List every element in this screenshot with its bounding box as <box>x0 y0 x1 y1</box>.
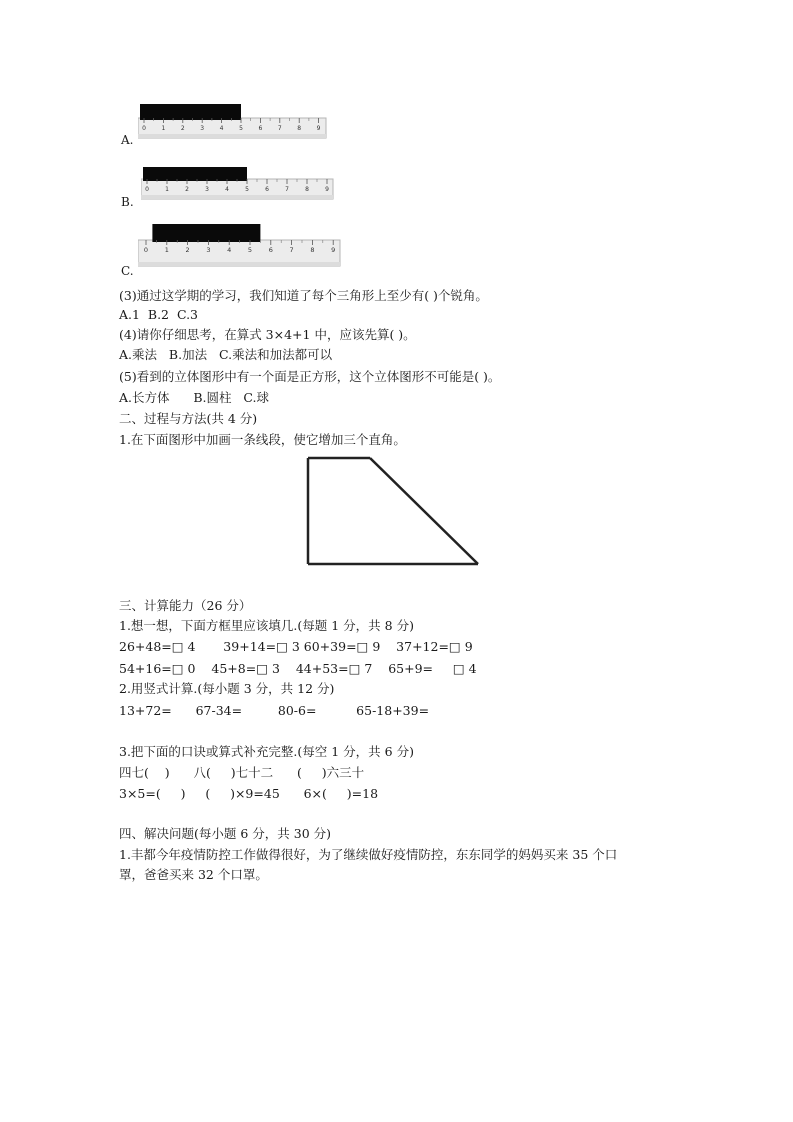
ruler-mark-label: 4 <box>227 246 232 254</box>
ruler-mark-label: 6 <box>268 246 273 254</box>
ruler-mark-label: 0 <box>142 125 146 132</box>
ruler-mark-label: 8 <box>310 246 315 254</box>
measured-bar <box>140 104 241 120</box>
ruler-mark-label: 5 <box>239 125 243 132</box>
ruler-mark-label: 1 <box>161 125 166 132</box>
section-4-question-1-line-1: 1.丰都今年疫情防控工作做得很好，为了继续做好疫情防控，东东同学的妈妈买来 35 个口 <box>119 847 618 862</box>
ruler-mark-label: 5 <box>245 186 249 193</box>
option-letter: B. <box>121 195 134 209</box>
ruler-edge <box>138 262 340 266</box>
question-4: (4)请你仔细思考，在算式 3×4+1 中，应该先算( )。 <box>119 327 416 342</box>
ruler-mark-label: 9 <box>316 125 321 132</box>
section-3-question-2: 2.用竖式计算.(每小题 3 分，共 12 分) <box>119 681 335 696</box>
ruler-mark-label: 3 <box>206 246 211 254</box>
question-5-options: A.长方体 B.圆柱 C.球 <box>119 390 270 405</box>
question-3: (3)通过这学期的学习，我们知道了每个三角形上至少有( )个锐角。 <box>119 288 488 303</box>
ruler-mark-label: 4 <box>225 186 229 193</box>
ruler-mark-label: 3 <box>200 125 205 132</box>
ruler-mark-label: 5 <box>247 246 253 254</box>
section-3-heading: 三、计算能力（26 分） <box>119 598 252 613</box>
ruler-mark-label: 7 <box>289 246 294 254</box>
ruler-mark-label: 1 <box>164 246 169 254</box>
ruler-image <box>138 224 344 272</box>
ruler-mark-label: 8 <box>297 125 302 132</box>
ruler-mark-label: 2 <box>180 125 185 132</box>
section-3-question-3: 3.把下面的口诀或算式补充完整.(每空 1 分，共 6 分) <box>119 744 414 759</box>
ruler-mark-label: 6 <box>258 125 263 132</box>
ruler-mark-label: 9 <box>331 246 336 254</box>
section-2-heading: 二、过程与方法(共 4 分) <box>119 411 258 426</box>
calc-row-1: 26+48=□ 4 39+14=□ 3 60+39=□ 9 37+12=□ 9 <box>119 639 473 654</box>
vertical-calc-row: 13+72= 67-34= 80-6= 65-18+39= <box>119 703 430 718</box>
measured-bar <box>152 224 260 242</box>
question-5: (5)看到的立体图形中有一个面是正方形，这个立体图形不可能是( )。 <box>119 369 501 384</box>
question-3-options: A.1 B.2 C.3 <box>119 307 199 322</box>
ruler-edge <box>141 195 333 199</box>
ruler-mark-label: 4 <box>219 125 224 132</box>
option-letter: C. <box>121 264 134 278</box>
ruler-mark-label: 6 <box>265 186 269 193</box>
ruler-mark-label: 1 <box>165 186 169 193</box>
fill-row-2: 3×5=( ) ( )×9=45 6×( )=18 <box>119 786 379 801</box>
ruler-mark-label: 0 <box>145 186 149 193</box>
section-3-question-1: 1.想一想，下面方框里应该填几.(每题 1 分，共 8 分) <box>119 618 414 633</box>
ruler-mark-label: 3 <box>205 186 209 193</box>
trapezoid-figure <box>300 448 500 573</box>
ruler-mark-label: 2 <box>185 246 190 254</box>
option-letter: A. <box>121 133 134 147</box>
ruler-image <box>141 167 337 203</box>
measured-bar <box>143 167 247 181</box>
ruler-mark-label: 7 <box>277 125 282 132</box>
section-2-question-1: 1.在下面图形中加画一条线段，使它增加三个直角。 <box>119 432 406 447</box>
ruler-mark-label: 7 <box>285 186 289 193</box>
ruler-edge <box>138 134 326 138</box>
ruler-mark-label: 9 <box>325 186 329 193</box>
fill-row-1: 四七( ) 八( )七十二 ( )六三十 <box>119 765 365 780</box>
question-4-options: A.乘法 B.加法 C.乘法和加法都可以 <box>119 347 333 362</box>
ruler-image <box>138 104 330 140</box>
ruler-mark-label: 0 <box>143 246 149 254</box>
ruler-mark-label: 8 <box>305 186 309 193</box>
ruler-mark-label: 2 <box>185 186 189 193</box>
section-4-question-1-line-2: 罩，爸爸买来 32 个口罩。 <box>119 867 268 882</box>
section-4-heading: 四、解决问题(每小题 6 分，共 30 分) <box>119 826 332 841</box>
calc-row-2: 54+16=□ 0 45+8=□ 3 44+53=□ 7 65+9= □ 4 <box>119 661 477 676</box>
